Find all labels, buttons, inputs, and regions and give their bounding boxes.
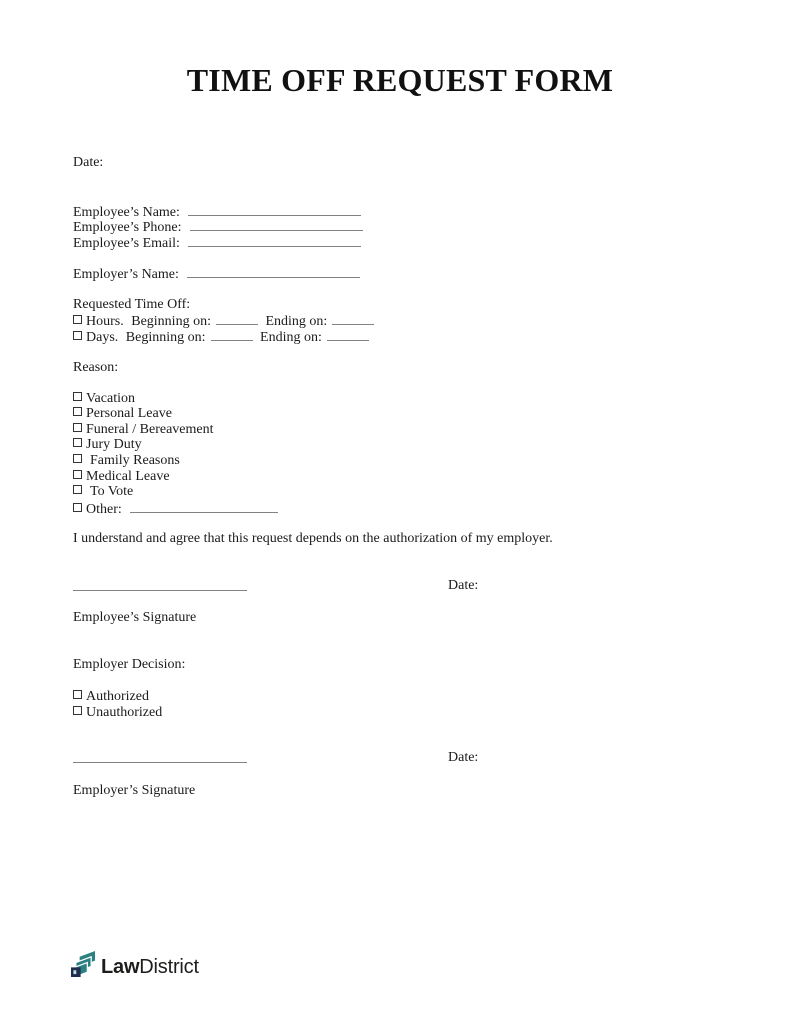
days-ending-label: Ending on: xyxy=(260,330,322,345)
employee-signature-field[interactable] xyxy=(73,578,247,591)
checkbox-jury-duty[interactable] xyxy=(73,438,82,447)
checkbox-unauthorized[interactable] xyxy=(73,706,82,715)
date-row xyxy=(73,155,103,171)
checkbox-medical-leave[interactable] xyxy=(73,470,82,479)
hours-ending-label: Ending on: xyxy=(265,314,328,329)
reason-option-family-reasons xyxy=(73,453,180,469)
days-option-row xyxy=(73,328,369,346)
employer-signature-row xyxy=(73,750,479,768)
employee-email-label: Employee’s Email: xyxy=(73,236,180,251)
hours-beginning-field[interactable] xyxy=(216,312,258,325)
lawdistrict-logo-icon xyxy=(71,951,96,983)
employer-signature-field[interactable] xyxy=(73,750,247,763)
checkbox-other[interactable] xyxy=(73,503,82,512)
reason-label-vacation: Vacation xyxy=(86,391,135,406)
reason-label-to-vote: To Vote xyxy=(90,484,134,499)
checkbox-hours[interactable] xyxy=(73,315,82,324)
checkbox-funeral[interactable] xyxy=(73,423,82,432)
requested-time-off-heading: Requested Time Off: xyxy=(73,297,191,312)
employee-name-label: Employee’s Name: xyxy=(73,205,180,220)
employee-name-field[interactable] xyxy=(188,203,361,216)
reason-option-funeral xyxy=(73,422,214,438)
employer-name-row xyxy=(73,265,360,283)
reason-option-other xyxy=(73,500,278,518)
checkbox-personal-leave[interactable] xyxy=(73,407,82,416)
employee-email-field[interactable] xyxy=(188,234,361,247)
agreement-statement: I understand and agree that this request depends on the authorization of my employer. xyxy=(73,531,553,546)
checkbox-to-vote[interactable] xyxy=(73,485,82,494)
reason-option-personal-leave xyxy=(73,406,172,422)
decision-option-authorized xyxy=(73,689,149,705)
days-beginning-field[interactable] xyxy=(211,328,253,341)
checkbox-days[interactable] xyxy=(73,331,82,340)
other-reason-field[interactable] xyxy=(130,500,278,513)
days-label: Days. xyxy=(86,330,119,345)
employee-email-row xyxy=(73,234,361,252)
employer-name-field[interactable] xyxy=(187,265,360,278)
days-beginning-label: Beginning on: xyxy=(125,330,206,345)
brand-wordmark xyxy=(101,956,199,979)
employee-phone-field[interactable] xyxy=(190,218,363,231)
reason-option-medical-leave xyxy=(73,469,170,485)
reason-label-personal-leave: Personal Leave xyxy=(86,406,172,421)
checkbox-family-reasons[interactable] xyxy=(73,454,82,463)
hours-ending-field[interactable] xyxy=(332,312,374,325)
checkbox-vacation[interactable] xyxy=(73,392,82,401)
hours-beginning-label: Beginning on: xyxy=(131,314,211,329)
employee-phone-label: Employee’s Phone: xyxy=(73,220,182,235)
employer-name-label: Employer’s Name: xyxy=(73,267,179,282)
employer-signature-date-label: Date: xyxy=(448,750,479,765)
reason-label-funeral: Funeral / Bereavement xyxy=(86,422,214,437)
date-label: Date: xyxy=(73,155,104,170)
brand-regular: District xyxy=(139,955,199,978)
reason-label-medical-leave: Medical Leave xyxy=(86,469,170,484)
reason-option-to-vote xyxy=(73,484,133,500)
form-title: TIME OFF REQUEST FORM xyxy=(186,62,614,98)
employer-decision-heading: Employer Decision: xyxy=(73,657,186,672)
decision-label-unauthorized: Unauthorized xyxy=(86,705,163,720)
reason-label-family-reasons: Family Reasons xyxy=(90,453,180,468)
employer-signature-caption: Employer’s Signature xyxy=(73,783,196,798)
reason-label-other: Other: xyxy=(86,502,122,517)
employee-signature-row xyxy=(73,578,479,596)
reason-option-jury-duty xyxy=(73,437,142,453)
hours-label: Hours. xyxy=(86,314,124,329)
employee-signature-date-label: Date: xyxy=(448,578,479,593)
reason-option-vacation xyxy=(73,391,135,407)
checkbox-authorized[interactable] xyxy=(73,690,82,699)
reason-label-jury-duty: Jury Duty xyxy=(86,437,142,452)
lawdistrict-logo xyxy=(71,951,199,983)
employee-signature-caption: Employee’s Signature xyxy=(73,610,197,625)
decision-option-unauthorized xyxy=(73,705,162,721)
reason-heading: Reason: xyxy=(73,360,119,375)
brand-bold: Law xyxy=(101,955,140,978)
days-ending-field[interactable] xyxy=(327,328,369,341)
decision-label-authorized: Authorized xyxy=(86,689,149,704)
